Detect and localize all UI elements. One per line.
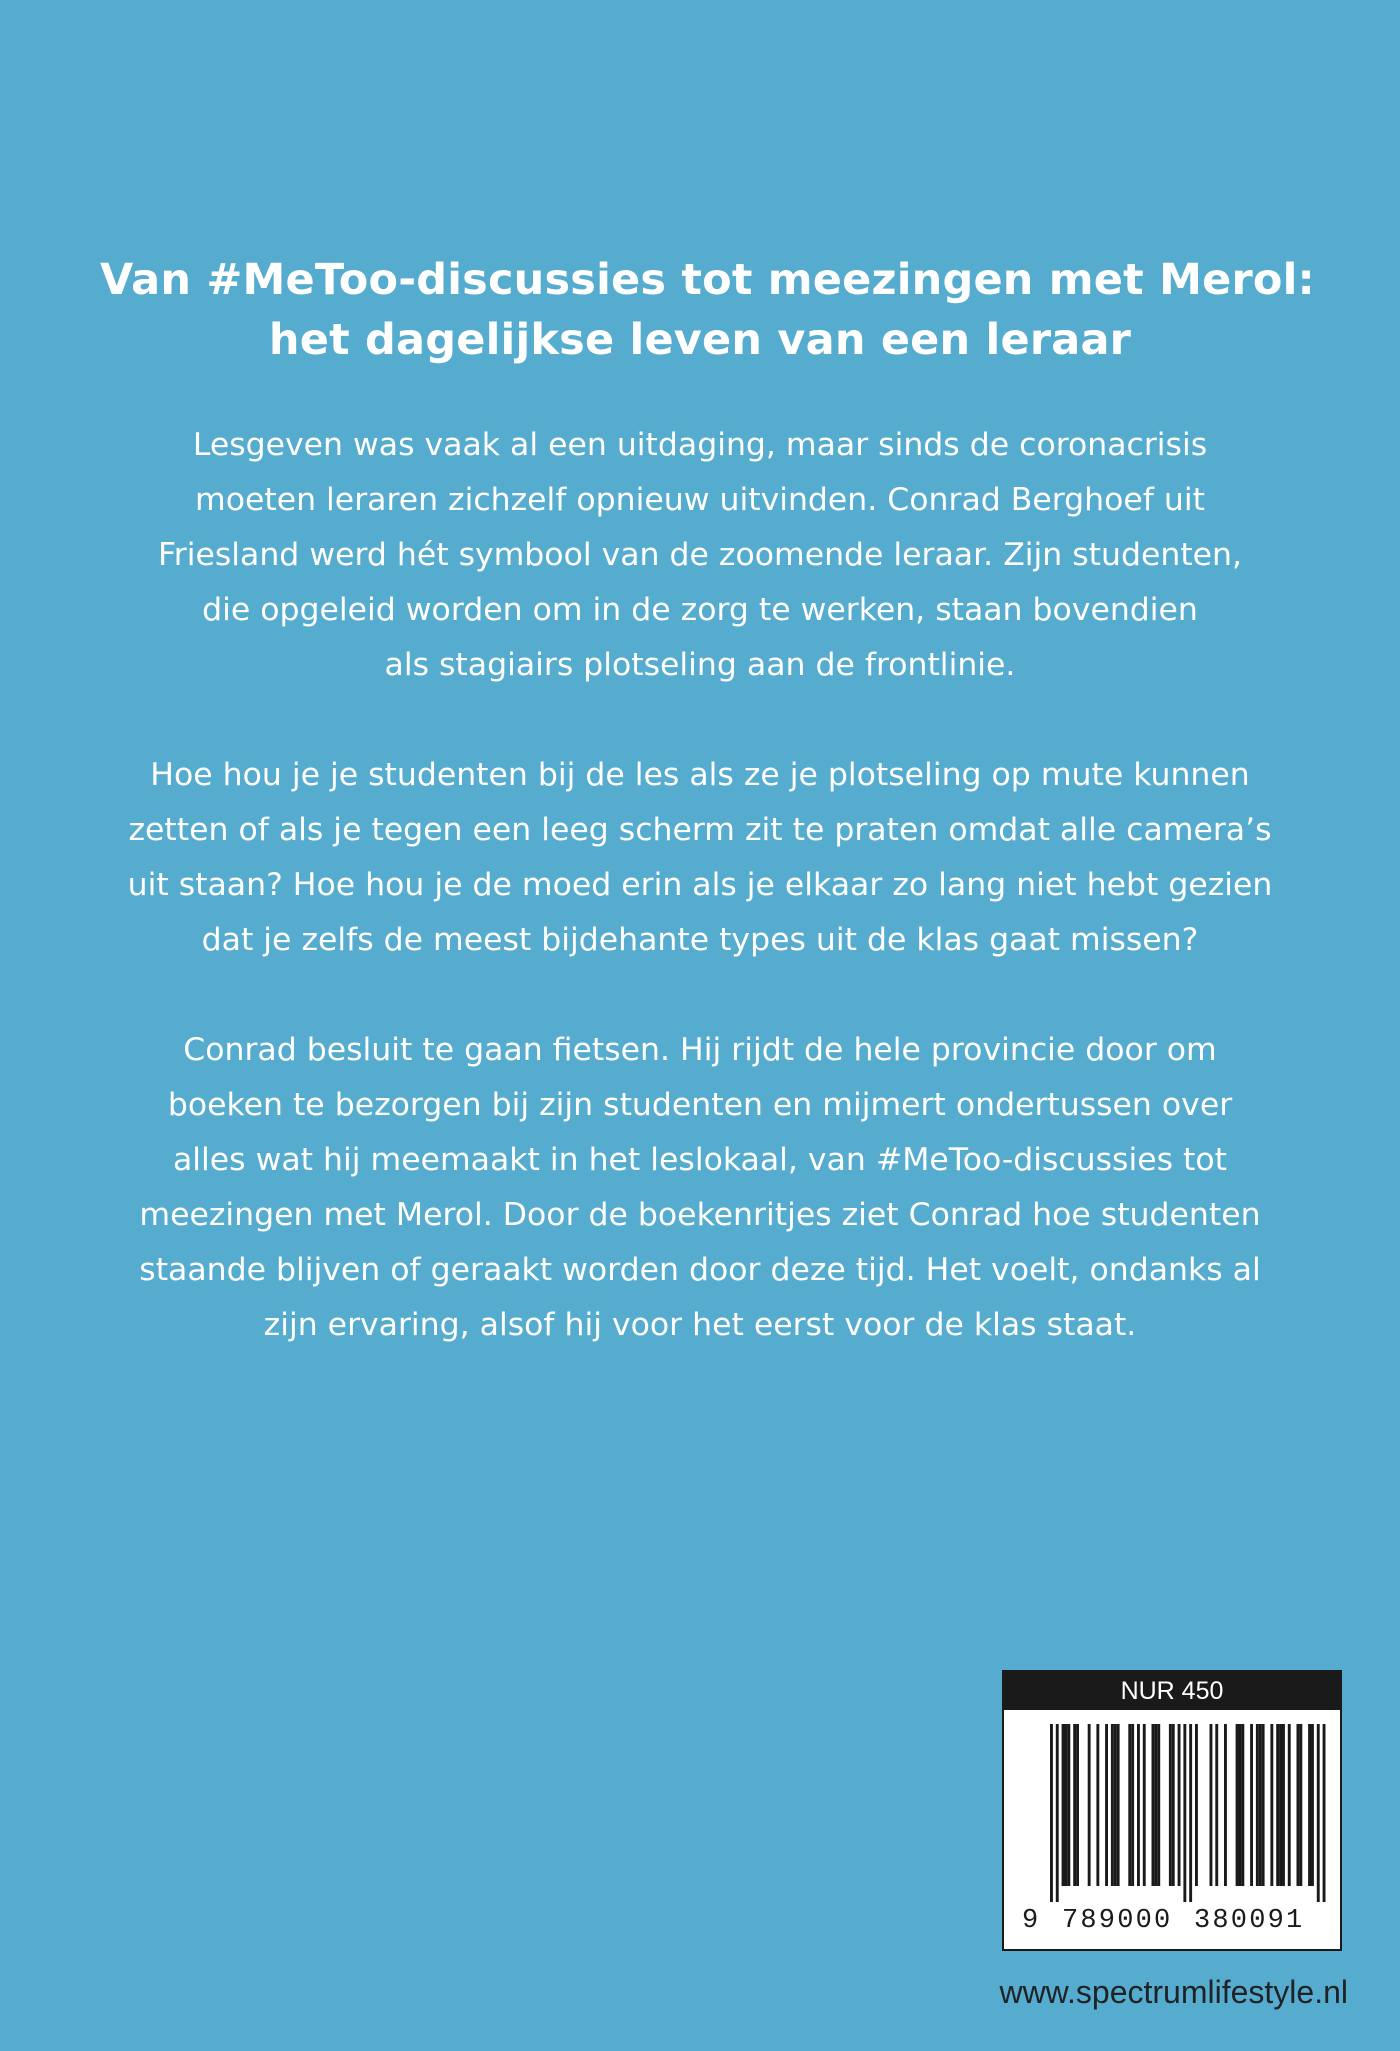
barcode-bar [1131, 1724, 1134, 1886]
barcode-bar [1178, 1724, 1181, 1886]
barcode-bar [1288, 1724, 1291, 1886]
blurb-line: Friesland werd hét symbool van de zoomende leraar. Zijn studenten, [157, 537, 1243, 573]
barcode-guard-bar [1056, 1724, 1059, 1902]
barcode-bar [1256, 1724, 1259, 1886]
blurb-line: boeken te bezorgen bij zijn studenten en mijmert ondertussen over [167, 1087, 1233, 1123]
barcode-guard-bar [1050, 1724, 1053, 1902]
barcode-bar [1065, 1724, 1068, 1886]
barcode-bar [1067, 1724, 1070, 1886]
nur-label: NUR 450 [1004, 1672, 1340, 1710]
blurb-line: Conrad besluit te gaan fietsen. Hij rijdt de hele provincie door om [183, 1032, 1217, 1068]
barcode-bar [1105, 1724, 1108, 1886]
barcode-bar [1152, 1724, 1155, 1886]
blurb-paragraph-2 [100, 748, 1300, 968]
headline-line: het dagelijkse leven van een leraar [268, 315, 1132, 365]
isbn-digits [1016, 1904, 1330, 1938]
ean13-barcode-icon [1004, 1710, 1340, 1904]
barcode-bar [1299, 1724, 1302, 1886]
barcode-box [1002, 1670, 1342, 1951]
barcode-bar [1276, 1724, 1279, 1886]
barcode-guard-bar [1317, 1724, 1320, 1902]
blurb-line: dat je zelfs de meest bijdehante types uit de klas gaat missen? [201, 922, 1199, 958]
barcode-bar [1169, 1724, 1172, 1886]
blurb-paragraph-3 [100, 1023, 1300, 1353]
barcode-bar [1250, 1724, 1253, 1886]
barcode-bar [1236, 1724, 1239, 1886]
headline-line: Van #MeToo-discussies tot meezingen met Merol: [100, 255, 1315, 305]
barcode-bar [1157, 1724, 1160, 1886]
barcode-guard-bar [1189, 1724, 1192, 1902]
barcode-bar [1259, 1724, 1262, 1886]
barcode-bar [1114, 1724, 1117, 1886]
barcode-bar [1128, 1724, 1131, 1886]
barcode-bar [1215, 1724, 1218, 1886]
barcode-bar [1076, 1724, 1079, 1886]
isbn-right-group: 380091 [1194, 1906, 1305, 1936]
blurb-line: zijn ervaring, alsof hij voor het eerst voor de klas staat. [263, 1307, 1137, 1343]
barcode-bar [1172, 1724, 1175, 1886]
barcode-bar [1241, 1724, 1244, 1886]
barcode-bar [1195, 1724, 1198, 1886]
blurb-paragraph-1 [100, 418, 1300, 693]
blurb-line: uit staan? Hoe hou je de moed erin als je elkaar zo lang niet hebt gezien [127, 867, 1273, 903]
barcode-bar [1210, 1724, 1213, 1886]
isbn-left-group: 789000 [1062, 1906, 1173, 1936]
barcode-bar [1239, 1724, 1242, 1886]
barcode-guard-bar [1323, 1724, 1326, 1902]
barcode-guard-bar [1183, 1724, 1186, 1902]
barcode-bar [1073, 1724, 1076, 1886]
barcode-bar [1143, 1724, 1146, 1886]
barcode-bar [1224, 1724, 1227, 1886]
blurb-line: Lesgeven was vaak al een uitdaging, maar sinds de coronacrisis [192, 427, 1208, 463]
barcode-bar [1096, 1724, 1099, 1886]
blurb-line: staande blijven of geraakt worden door deze tijd. Het voelt, ondanks al [139, 1252, 1261, 1288]
barcode-bar [1117, 1724, 1120, 1886]
barcode-bar [1137, 1724, 1140, 1886]
barcode-bar [1262, 1724, 1265, 1886]
blurb-line: die opgeleid worden om in de zorg te werken, staan bovendien [202, 592, 1198, 628]
blurb-line: Hoe hou je je studenten bij de les als ze je plotseling op mute kunnen [150, 757, 1250, 793]
barcode-bar [1308, 1724, 1311, 1886]
barcode-bar [1062, 1724, 1065, 1886]
blurb-line: zetten of als je tegen een leeg scherm zit te praten omdat alle camera’s [128, 812, 1272, 848]
barcode-bar [1279, 1724, 1282, 1886]
barcode-bar [1311, 1724, 1314, 1886]
headline [100, 250, 1315, 370]
publisher-website: www.spectrumlifestyle.nl [999, 1974, 1348, 2010]
barcode-bar [1282, 1724, 1285, 1886]
barcode-bar [1154, 1724, 1157, 1886]
blurb-line: als stagiairs plotseling aan de frontlinie. [384, 647, 1016, 683]
blurb-line: meezingen met Merol. Door de boekenritjes ziet Conrad hoe studenten [139, 1197, 1261, 1233]
barcode-bar [1270, 1724, 1273, 1886]
isbn-first-digit: 9 [1022, 1906, 1039, 1936]
blurb-line: moeten leraren zichzelf opnieuw uitvinden. Conrad Berghoef uit [195, 482, 1205, 518]
barcode-bar [1088, 1724, 1091, 1886]
blurb-line: alles wat hij meemaakt in het leslokaal, van #MeToo-discussies tot [173, 1142, 1227, 1178]
barcode-bar [1111, 1724, 1114, 1886]
barcode-bar [1297, 1724, 1300, 1886]
